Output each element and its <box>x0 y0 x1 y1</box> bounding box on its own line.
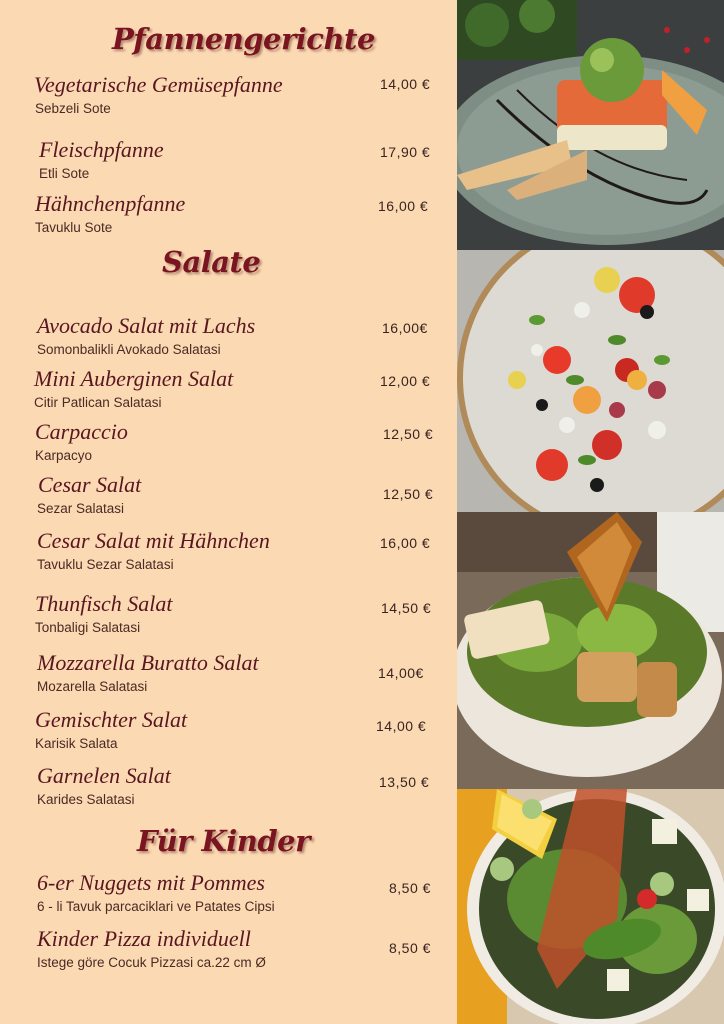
item-name: Gemischter Salat <box>35 707 188 732</box>
item-subtitle: Karides Salatasi <box>37 792 135 807</box>
food-photo-mozzarella-salad <box>457 789 724 1024</box>
item-price: 14,00 € <box>376 718 427 734</box>
item-name: Fleischpfanne <box>39 137 164 162</box>
section-heading-pfannengerichte: Pfannengerichte <box>112 22 375 56</box>
item-subtitle: Mozarella Salatasi <box>37 679 148 694</box>
item-price: 13,50 € <box>379 774 430 790</box>
menu-item <box>0 707 456 757</box>
item-price: 16,00 € <box>380 535 431 551</box>
item-subtitle: Karisik Salata <box>35 736 118 751</box>
food-photo-tomato-salad <box>457 250 724 512</box>
menu-item <box>0 137 456 187</box>
item-price: 12,50 € <box>383 486 434 502</box>
item-name: Hähnchenpfanne <box>35 191 186 216</box>
item-name: Carpaccio <box>35 419 128 444</box>
food-photo-caesar-salad <box>457 512 724 789</box>
item-name: Thunfisch Salat <box>35 591 173 616</box>
item-price: 14,50 € <box>381 600 432 616</box>
menu-item <box>0 419 456 469</box>
menu-item <box>0 650 456 700</box>
item-name: 6-er Nuggets mit Pommes <box>37 870 265 895</box>
item-subtitle: Tavuklu Sezar Salatasi <box>37 557 174 572</box>
item-price: 16,00 € <box>378 198 429 214</box>
menu-item <box>0 72 456 122</box>
item-name: Garnelen Salat <box>37 763 171 788</box>
item-subtitle: Istege göre Cocuk Pizzasi ca.22 cm Ø <box>37 955 266 970</box>
item-subtitle: Citir Patlican Salatasi <box>34 395 162 410</box>
menu-item <box>0 472 456 522</box>
item-price: 12,50 € <box>383 426 434 442</box>
menu-item <box>0 591 456 641</box>
item-name: Avocado Salat mit Lachs <box>37 313 256 338</box>
item-name: Kinder Pizza individuell <box>37 926 251 951</box>
menu-item <box>0 313 456 363</box>
menu-item <box>0 191 456 241</box>
item-name: Mini Auberginen Salat <box>34 366 234 391</box>
menu-item <box>0 763 456 813</box>
item-subtitle: Sebzeli Sote <box>35 101 111 116</box>
item-name: Vegetarische Gemüsepfanne <box>34 72 283 97</box>
item-price: 8,50 € <box>389 940 431 956</box>
item-price: 16,00€ <box>382 320 428 336</box>
item-name: Mozzarella Buratto Salat <box>37 650 259 675</box>
item-price: 8,50 € <box>389 880 431 896</box>
food-photo-tartare <box>457 0 724 250</box>
item-name: Cesar Salat mit Hähnchen <box>37 528 270 553</box>
item-price: 17,90 € <box>380 144 431 160</box>
item-price: 12,00 € <box>380 373 431 389</box>
item-subtitle: Somonbalikli Avokado Salatasi <box>37 342 221 357</box>
menu-item <box>0 870 456 920</box>
item-subtitle: Sezar Salatasi <box>37 501 125 516</box>
section-heading-salate: Salate <box>162 245 261 279</box>
item-subtitle: Etli Sote <box>39 166 90 181</box>
menu-item <box>0 528 456 578</box>
item-subtitle: 6 - li Tavuk parcaciklari ve Patates Cipsi <box>37 899 275 914</box>
menu-item <box>0 926 456 976</box>
menu-item <box>0 366 456 416</box>
item-price: 14,00 € <box>380 76 431 92</box>
item-subtitle: Tavuklu Sote <box>35 220 113 235</box>
item-price: 14,00€ <box>378 665 424 681</box>
section-heading-fur-kinder: Für Kinder <box>137 824 310 858</box>
item-subtitle: Tonbaligi Salatasi <box>35 620 141 635</box>
item-subtitle: Karpacyo <box>35 448 93 463</box>
item-name: Cesar Salat <box>38 472 142 497</box>
